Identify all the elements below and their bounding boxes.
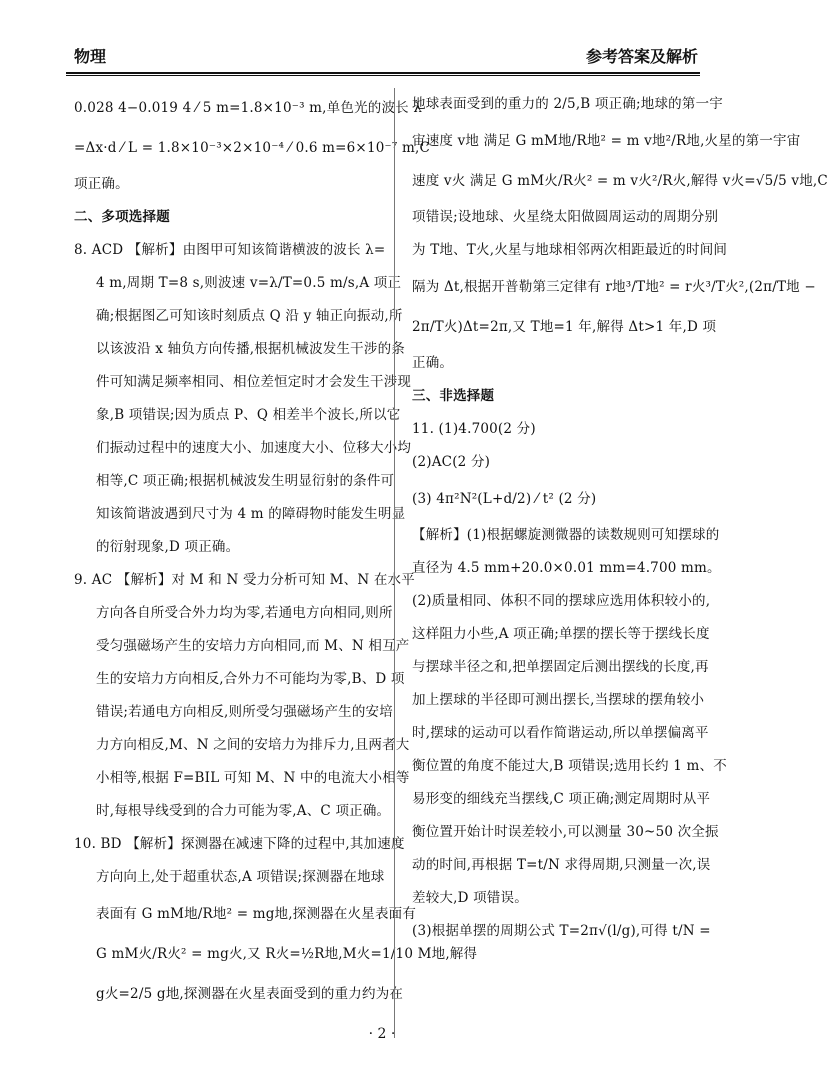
text-line: 象,B 项错误;因为质点 P、Q 相差半个波长,所以它 — [96, 407, 401, 423]
text-line: 表面有 G mM地/R地² = mg地,探测器在火星表面有 — [96, 906, 417, 922]
text-line: 加上摆球的半径即可测出摆长,当摆球的摆角较小 — [412, 692, 705, 708]
text-line: 这样阻力小些,A 项正确;单摆的摆长等于摆线长度 — [412, 626, 710, 642]
text-line: 相等,C 项正确;根据机械波发生明显衍射的条件可 — [96, 473, 395, 489]
text-line: 隔为 Δt,根据开普勒第三定律有 r地³/T地² = r火³/T火²,(2π/T地 − — [412, 279, 816, 295]
text-line: 知该简谐波遇到尺寸为 4 m 的障碍物时能发生明显 — [96, 506, 406, 522]
text-line: 受匀强磁场产生的安培力方向相同,而 M、N 相互产 — [96, 638, 410, 654]
text-line: 生的安培力方向相反,合外力不可能均为零,B、D 项 — [96, 671, 405, 687]
page-number: · 2 · — [368, 1026, 396, 1042]
text-line: 以该波沿 x 轴负方向传播,根据机械波发生干涉的条 — [96, 341, 405, 357]
text-line: 方向向上,处于超重状态,A 项错误;探测器在地球 — [96, 869, 385, 885]
text-line: 直径为 4.5 mm+20.0×0.01 mm=4.700 mm。 — [412, 560, 721, 576]
text-line: 11. (1)4.700(2 分) — [412, 421, 536, 437]
text-line: 错误;若通电方向相反,则所受匀强磁场产生的安培 — [96, 704, 393, 720]
header-rule-thin — [66, 75, 700, 76]
section-heading: 二、多项选择题 — [74, 209, 170, 225]
text-line: 项错误;设地球、火星绕太阳做圆周运动的周期分别 — [412, 209, 719, 225]
text-line: g火=2/5 g地,探测器在火星表面受到的重力约为在 — [96, 986, 404, 1002]
text-line: 正确。 — [412, 355, 454, 371]
text-line: (2)AC(2 分) — [412, 454, 491, 470]
text-line: 地球表面受到的重力的 2/5,B 项正确;地球的第一宇 — [412, 96, 723, 112]
text-line: 时,每根导线受到的合力可能为零,A、C 项正确。 — [96, 803, 391, 819]
text-line: 小相等,根据 F=BIL 可知 M、N 中的电流大小相等 — [96, 770, 410, 786]
text-line: 衡位置开始计时误差较小,可以测量 30~50 次全振 — [412, 824, 719, 840]
text-line: (2)质量相同、体积不同的摆球应选用体积较小的, — [412, 593, 711, 609]
text-line: 8. ACD 【解析】由图甲可知该简谐横波的波长 λ= — [74, 242, 386, 258]
text-line: 与摆球半径之和,把单摆固定后测出摆线的长度,再 — [412, 659, 709, 675]
section-heading: 三、非选择题 — [412, 388, 495, 404]
text-line: (3)根据单摆的周期公式 T=2π√(l/g),可得 t/N = — [412, 923, 711, 939]
text-line: 确;根据图乙可知该时刻质点 Q 沿 y 轴正向振动,所 — [96, 308, 403, 324]
header-rule — [66, 72, 700, 74]
column-divider — [394, 88, 395, 1038]
text-line: =Δx·d ⁄ L = 1.8×10⁻³×2×10⁻⁴ ⁄ 0.6 m=6×10⁻⁷ m,C — [74, 140, 430, 156]
text-line: 差较大,D 项错误。 — [412, 890, 528, 906]
text-line: 们振动过程中的速度大小、加速度大小、位移大小均 — [96, 440, 412, 456]
section-title: 参考答案及解析 — [585, 47, 698, 66]
text-line: 【解析】(1)根据螺旋测微器的读数规则可知摆球的 — [412, 527, 720, 543]
right-column — [412, 88, 828, 948]
subject-title: 物理 — [74, 47, 107, 66]
text-line: 力方向相反,M、N 之间的安培力为排斥力,且两者大 — [96, 737, 410, 753]
text-line: (3) 4π²N²(L+d/2) ⁄ t² (2 分) — [412, 491, 597, 507]
text-line: 衡位置的角度不能过大,B 项错误;选用长约 1 m、不 — [412, 758, 727, 774]
text-line: 宙速度 v地 满足 G mM地/R地² = m v地²/R地,火星的第一宇宙 — [412, 133, 801, 149]
text-line: 10. BD 【解析】探测器在减速下降的过程中,其加速度 — [74, 836, 405, 852]
page-header — [74, 44, 698, 70]
text-line: 项正确。 — [74, 176, 129, 192]
text-line: 速度 v火 满足 G mM火/R火² = m v火²/R火,解得 v火=√5/5 v地,C — [412, 173, 828, 189]
text-line: 动的时间,再根据 T=t/N 求得周期,只测量一次,误 — [412, 857, 711, 873]
text-line: 9. AC 【解析】对 M 和 N 受力分析可知 M、N 在水平 — [74, 572, 415, 588]
text-line: 时,摆球的运动可以看作简谐运动,所以单摆偏离平 — [412, 725, 709, 741]
text-line: G mM火/R火² = mg火,又 R火=½R地,M火=1/10 M地,解得 — [96, 946, 478, 962]
text-line: 2π/T火)Δt=2π,又 T地=1 年,解得 Δt>1 年,D 项 — [412, 319, 717, 335]
text-line: 件可知满足频率相同、相位差恒定时才会发生干涉现 — [96, 374, 412, 390]
text-line: 易形变的细线充当摆线,C 项正确;测定周期时从平 — [412, 791, 711, 807]
text-line: 为 T地、T火,火星与地球相邻两次相距最近的时间间 — [412, 242, 728, 258]
text-line: 4 m,周期 T=8 s,则波速 v=λ/T=0.5 m/s,A 项正 — [96, 275, 402, 291]
text-line: 0.028 4−0.019 4 ⁄ 5 m=1.8×10⁻³ m,单色光的波长 λ — [74, 100, 423, 116]
text-line: 的衍射现象,D 项正确。 — [96, 539, 240, 555]
text-line: 方向各自所受合外力均为零,若通电方向相同,则所 — [96, 605, 393, 621]
